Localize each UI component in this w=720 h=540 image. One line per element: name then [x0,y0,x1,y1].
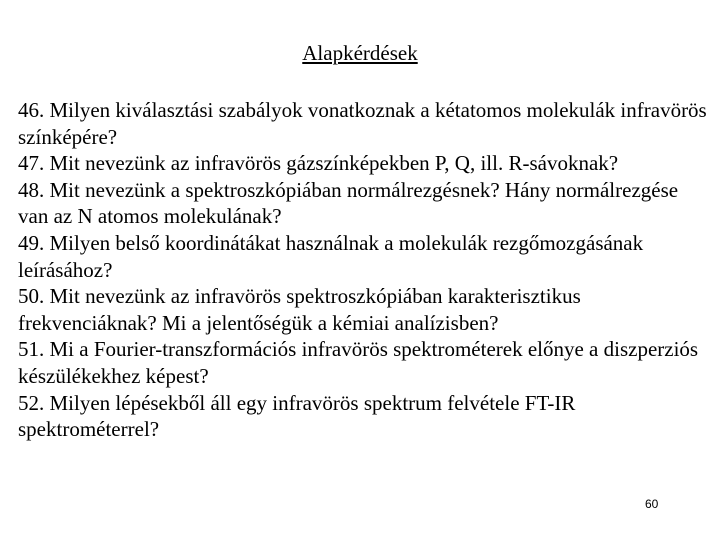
question-52: 52. Milyen lépésekből áll egy infravörös spektrum felvétele FT-IR spektrométerrel? [18,390,576,442]
question-list [18,97,708,443]
question-47: 47. Mit nevezünk az infravörös gázszínképekben P, Q, ill. R-sávoknak? [18,151,619,176]
page-number: 60 [645,497,659,511]
question-50: 50. Mit nevezünk az infravörös spektroszkópiában karakterisztikus frekvenciáknak? Mi a jelentőségük a kémiai analízisben? [18,284,581,335]
question-49: 49. Milyen belső koordinátákat használnak a molekulák rezgőmozgásának leírásához? [18,230,644,282]
question-48: 48. Mit nevezünk a spektroszkópiában normálrezgésnek? Hány normálrezgése van az N atomos molekulának? [18,177,679,229]
slide-title: Alapkérdések [302,41,418,65]
question-51: 51. Mi a Fourier-transzformációs infravörös spektrométerek előnye a diszperziós készülékekhez képest? [18,337,699,388]
question-46: 46. Milyen kiválasztási szabályok vonatkoznak a kétatomos molekulák infravörös színképére? [18,98,707,149]
